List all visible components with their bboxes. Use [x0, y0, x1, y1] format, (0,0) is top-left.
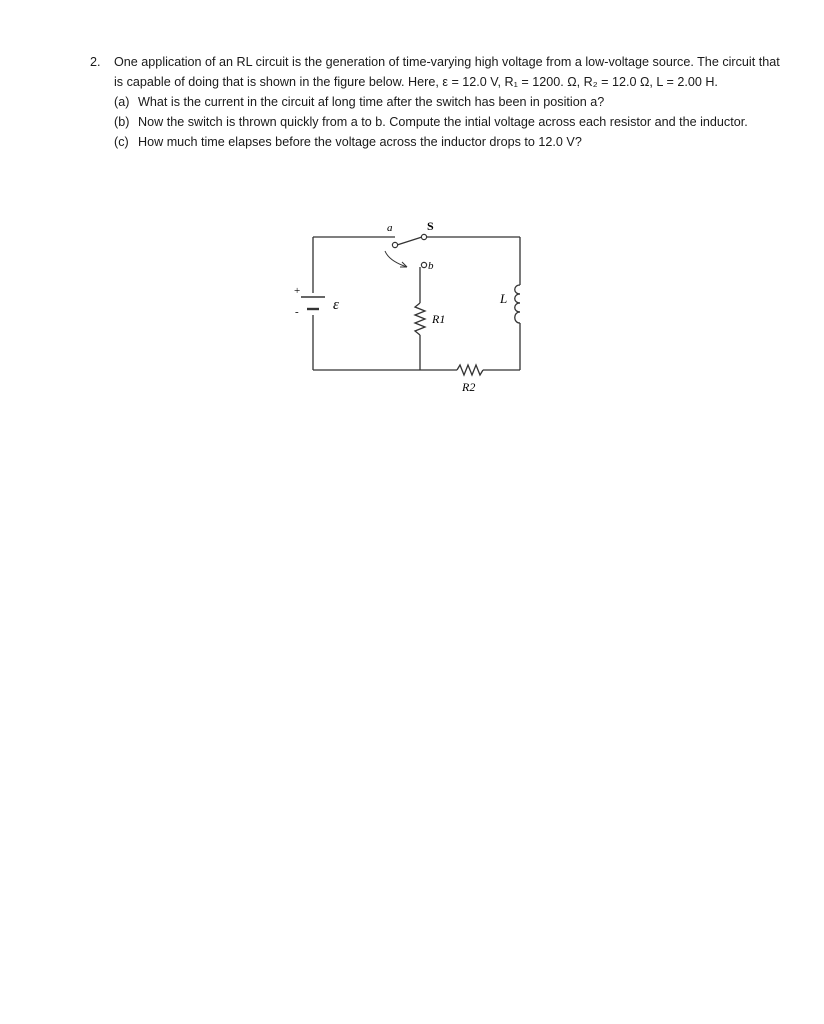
problem-stem: One application of an RL circuit is the generation of time-varying high voltage from a low-voltage source. The circuit that is capable of doing that is shown in the figure below. Here, ε = 12.0 V, R₁ = 1200. Ω, R₂ = 12.0 Ω, L = 2.00 H. — [114, 55, 780, 89]
label-emf: ε — [333, 297, 339, 313]
rl-circuit-diagram — [285, 215, 535, 405]
switch-contact-b — [421, 262, 426, 267]
part-a — [114, 92, 780, 112]
switch-pivot — [421, 234, 426, 239]
inductor-coil — [515, 285, 520, 323]
label-r1: R1 — [432, 312, 446, 326]
battery — [301, 297, 325, 309]
label-b: b — [428, 260, 434, 272]
part-b — [114, 112, 780, 132]
label-a: a — [387, 222, 393, 234]
switch-contact-a — [392, 242, 397, 247]
part-label: (c) — [114, 135, 129, 149]
part-c — [114, 132, 780, 152]
problem-number: 2. — [90, 55, 101, 69]
label-r2: R2 — [462, 380, 476, 394]
part-text: How much time elapses before the voltage across the inductor drops to 12.0 V? — [138, 135, 582, 149]
problem-parts — [114, 92, 780, 152]
part-text: What is the current in the circuit af long time after the switch has been in position a? — [138, 95, 605, 109]
part-text: Now the switch is thrown quickly from a to b. Compute the intial voltage across each resistor and the inductor. — [138, 115, 748, 129]
switch-arrow — [385, 251, 407, 267]
part-label: (b) — [114, 115, 130, 129]
problem-2 — [90, 52, 780, 152]
switch-blade — [397, 237, 422, 245]
label-s: S — [427, 219, 434, 233]
part-label: (a) — [114, 95, 130, 109]
problem-stem-row — [90, 52, 780, 92]
resistor-r1 — [415, 303, 425, 335]
label-minus: - — [295, 306, 299, 318]
label-l: L — [500, 291, 508, 306]
resistor-r2 — [457, 365, 483, 375]
label-plus: + — [294, 285, 301, 297]
